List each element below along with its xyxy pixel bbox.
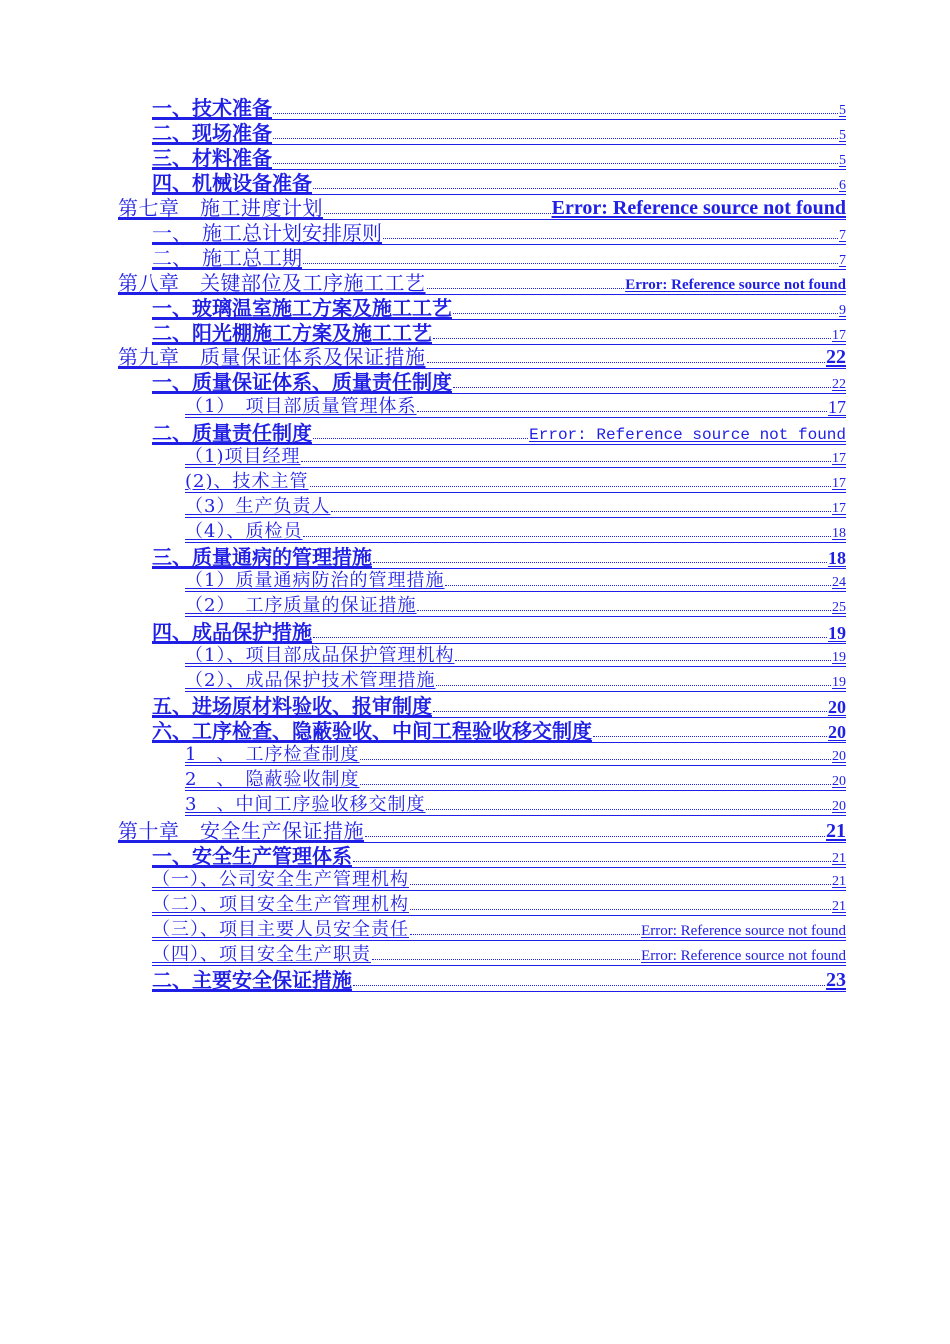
toc-entry[interactable] <box>152 123 846 145</box>
toc-entry-title: 三、材料准备 <box>152 146 272 170</box>
toc-entry-title: 四、机械设备准备 <box>152 171 312 195</box>
toc-entry-page: 20 <box>832 749 846 765</box>
toc-entry-page: 20 <box>828 697 846 718</box>
toc-leader <box>436 685 831 686</box>
toc-chapter-entry[interactable] <box>118 198 846 220</box>
toc-entry-page: 17 <box>832 476 846 492</box>
toc-entry-title: （2）、成品保护技术管理措施 <box>185 670 436 691</box>
toc-entry[interactable] <box>185 448 846 468</box>
toc-entry-title: 一、 施工总计划安排原则 <box>152 221 382 245</box>
toc-entry-page: 5 <box>839 153 846 169</box>
toc-entry[interactable] <box>152 696 846 718</box>
toc-entry-page: 22 <box>832 377 846 393</box>
toc-leader <box>365 836 825 837</box>
toc-entry-title: 四、成品保护措施 <box>152 620 312 644</box>
toc-entry[interactable] <box>152 248 846 270</box>
toc-entry-page: 18 <box>828 548 846 569</box>
toc-leader <box>372 959 640 960</box>
toc-leader <box>410 884 831 885</box>
toc-leader <box>310 486 832 487</box>
toc-entry-title: （1）、项目部成品保护管理机构 <box>185 645 455 666</box>
toc-entry-page: 20 <box>832 774 846 790</box>
toc-entry-title: (2)、技术主管 <box>185 471 309 492</box>
toc-entry-page: 20 <box>832 799 846 815</box>
toc-leader <box>417 610 831 611</box>
toc-leader <box>593 736 827 737</box>
toc-leader <box>383 238 838 239</box>
toc-entry-title: 一、安全生产管理体系 <box>152 844 352 868</box>
toc-chapter-entry[interactable] <box>118 273 846 295</box>
toc-entry-title: （一）、公司安全生产管理机构 <box>152 869 409 890</box>
toc-entry-title: （三）、项目主要人员安全责任 <box>152 919 409 940</box>
toc-entry-page: 19 <box>828 623 846 644</box>
toc-entry-page: 9 <box>839 303 846 319</box>
toc-entry-title: 第十章 安全生产保证措施 <box>118 819 364 843</box>
toc-entry[interactable] <box>152 98 846 120</box>
toc-entry-title: 一、玻璃温室施工方案及施工工艺 <box>152 296 452 320</box>
toc-entry[interactable] <box>185 746 846 766</box>
toc-entry-title: 一、质量保证体系、质量责任制度 <box>152 370 452 394</box>
toc-entry-title: 二、阳光棚施工方案及施工工艺 <box>152 321 432 345</box>
toc-leader <box>426 809 831 810</box>
toc-entry-page: Error: Reference source not found <box>641 948 846 965</box>
toc-entry[interactable] <box>185 398 846 418</box>
toc-entry-title: 五、进场原材料验收、报审制度 <box>152 694 432 718</box>
toc-entry[interactable] <box>185 597 846 617</box>
toc-leader <box>313 438 528 439</box>
toc-entry-page: 22 <box>826 346 846 368</box>
toc-leader <box>360 784 831 785</box>
toc-entry-title: 二、 施工总工期 <box>152 246 302 270</box>
toc-entry-page: 21 <box>832 874 846 890</box>
toc-entry-page: 5 <box>839 103 846 119</box>
toc-entry-title: 六、工序检查、隐蔽验收、中间工程验收移交制度 <box>152 719 592 743</box>
toc-entry-page: Error: Reference source not found <box>625 277 846 294</box>
toc-leader <box>313 637 827 638</box>
toc-entry-page: Error: Reference source not found <box>529 426 846 445</box>
toc-leader <box>273 113 838 114</box>
toc-entry[interactable] <box>152 148 846 170</box>
toc-entry[interactable] <box>185 796 846 816</box>
toc-entry[interactable] <box>185 672 846 692</box>
toc-entry-page: 25 <box>832 600 846 616</box>
toc-leader <box>353 985 825 986</box>
toc-entry-page: 24 <box>832 575 846 591</box>
toc-entry-title: 三、质量通病的管理措施 <box>152 545 372 569</box>
toc-entry-title: 2 、 隐蔽验收制度 <box>185 769 360 790</box>
toc-entry-title: （1）质量通病防治的管理措施 <box>185 570 445 591</box>
toc-chapter-entry[interactable] <box>118 347 846 369</box>
toc-entry[interactable] <box>152 622 846 644</box>
toc-entry-title: （2） 工序质量的保证措施 <box>185 595 417 616</box>
toc-entry-page: 20 <box>828 722 846 743</box>
toc-entry-page: 7 <box>839 253 846 269</box>
toc-leader <box>303 263 838 264</box>
toc-entry-title: （四）、项目安全生产职责 <box>152 944 371 965</box>
toc-entry[interactable] <box>152 173 846 195</box>
toc-entry[interactable] <box>185 647 846 667</box>
toc-leader <box>273 163 838 164</box>
toc-leader <box>410 934 640 935</box>
toc-entry-title: 第九章 质量保证体系及保证措施 <box>118 345 426 369</box>
toc-entry-title: 二、质量责任制度 <box>152 421 312 445</box>
toc-leader <box>373 562 827 563</box>
toc-entry-title: 第七章 施工进度计划 <box>118 196 323 220</box>
toc-entry[interactable] <box>152 970 846 992</box>
toc-entry-page: 23 <box>826 969 846 991</box>
toc-leader <box>427 362 826 363</box>
toc-entry[interactable] <box>152 896 846 916</box>
toc-entry-title: （二）、项目安全生产管理机构 <box>152 894 409 915</box>
toc-leader <box>433 711 827 712</box>
toc-entry[interactable] <box>152 871 846 891</box>
toc-leader <box>313 188 838 189</box>
toc-leader <box>324 213 551 214</box>
toc-entry-title: 第八章 关键部位及工序施工工艺 <box>118 271 426 295</box>
toc-entry-title: （1） 项目部质量管理体系 <box>185 396 417 417</box>
toc-entry[interactable] <box>185 498 846 518</box>
toc-entry[interactable] <box>152 223 846 245</box>
toc-entry-page: 17 <box>832 328 846 344</box>
toc-leader <box>273 138 838 139</box>
toc-leader <box>303 536 831 537</box>
toc-leader <box>331 511 831 512</box>
toc-entry-page: 19 <box>832 675 846 691</box>
toc-entry-page: Error: Reference source not found <box>551 197 846 219</box>
toc-entry-title: 二、主要安全保证措施 <box>152 968 352 992</box>
toc-entry-title: （1)项目经理 <box>185 446 301 467</box>
toc-entry-page: 17 <box>832 451 846 467</box>
toc-entry-title: 1 、 工序检查制度 <box>185 744 360 765</box>
toc-entry[interactable] <box>185 523 846 543</box>
toc-entry[interactable] <box>185 572 846 592</box>
toc-entry[interactable] <box>152 323 846 345</box>
toc-entry-title: （4）、质检员 <box>185 521 303 542</box>
toc-entry-page: 19 <box>832 650 846 666</box>
toc-leader <box>455 660 831 661</box>
toc-entry[interactable] <box>152 921 846 941</box>
toc-leader <box>433 338 831 339</box>
toc-entry-page: 21 <box>826 820 846 842</box>
toc-entry-page: 5 <box>839 128 846 144</box>
toc-chapter-entry[interactable] <box>118 821 846 843</box>
toc-leader <box>410 909 831 910</box>
toc-entry-page: 21 <box>832 899 846 915</box>
toc-leader <box>417 411 827 412</box>
toc-entry-page: 18 <box>832 526 846 542</box>
toc-entry-title: 一、技术准备 <box>152 96 272 120</box>
toc-entry-page: 7 <box>839 228 846 244</box>
toc-entry[interactable] <box>152 846 846 868</box>
toc-entry[interactable] <box>185 473 846 493</box>
toc-leader <box>301 461 831 462</box>
toc-leader <box>453 313 838 314</box>
toc-entry[interactable] <box>152 423 846 445</box>
toc-leader <box>353 861 831 862</box>
toc-entry-page: 17 <box>832 501 846 517</box>
toc-entry[interactable] <box>152 547 846 569</box>
toc-entry[interactable] <box>152 372 846 394</box>
toc-entry-title: 二、现场准备 <box>152 121 272 145</box>
toc-entry-title: 3 、中间工序验收移交制度 <box>185 794 426 815</box>
toc-leader <box>360 759 831 760</box>
toc-entry-page: 17 <box>828 397 846 417</box>
toc-leader <box>453 387 831 388</box>
toc-entry-page: 6 <box>839 178 846 194</box>
toc-entry[interactable] <box>152 298 846 320</box>
toc-entry-page: Error: Reference source not found <box>641 923 846 940</box>
toc-leader <box>427 288 625 289</box>
toc-entry-title: （3）生产负责人 <box>185 496 331 517</box>
toc-entry-page: 21 <box>832 851 846 867</box>
toc-entry[interactable] <box>185 771 846 791</box>
toc-leader <box>445 585 831 586</box>
toc-entry[interactable] <box>152 721 846 743</box>
toc-entry[interactable] <box>152 946 846 966</box>
